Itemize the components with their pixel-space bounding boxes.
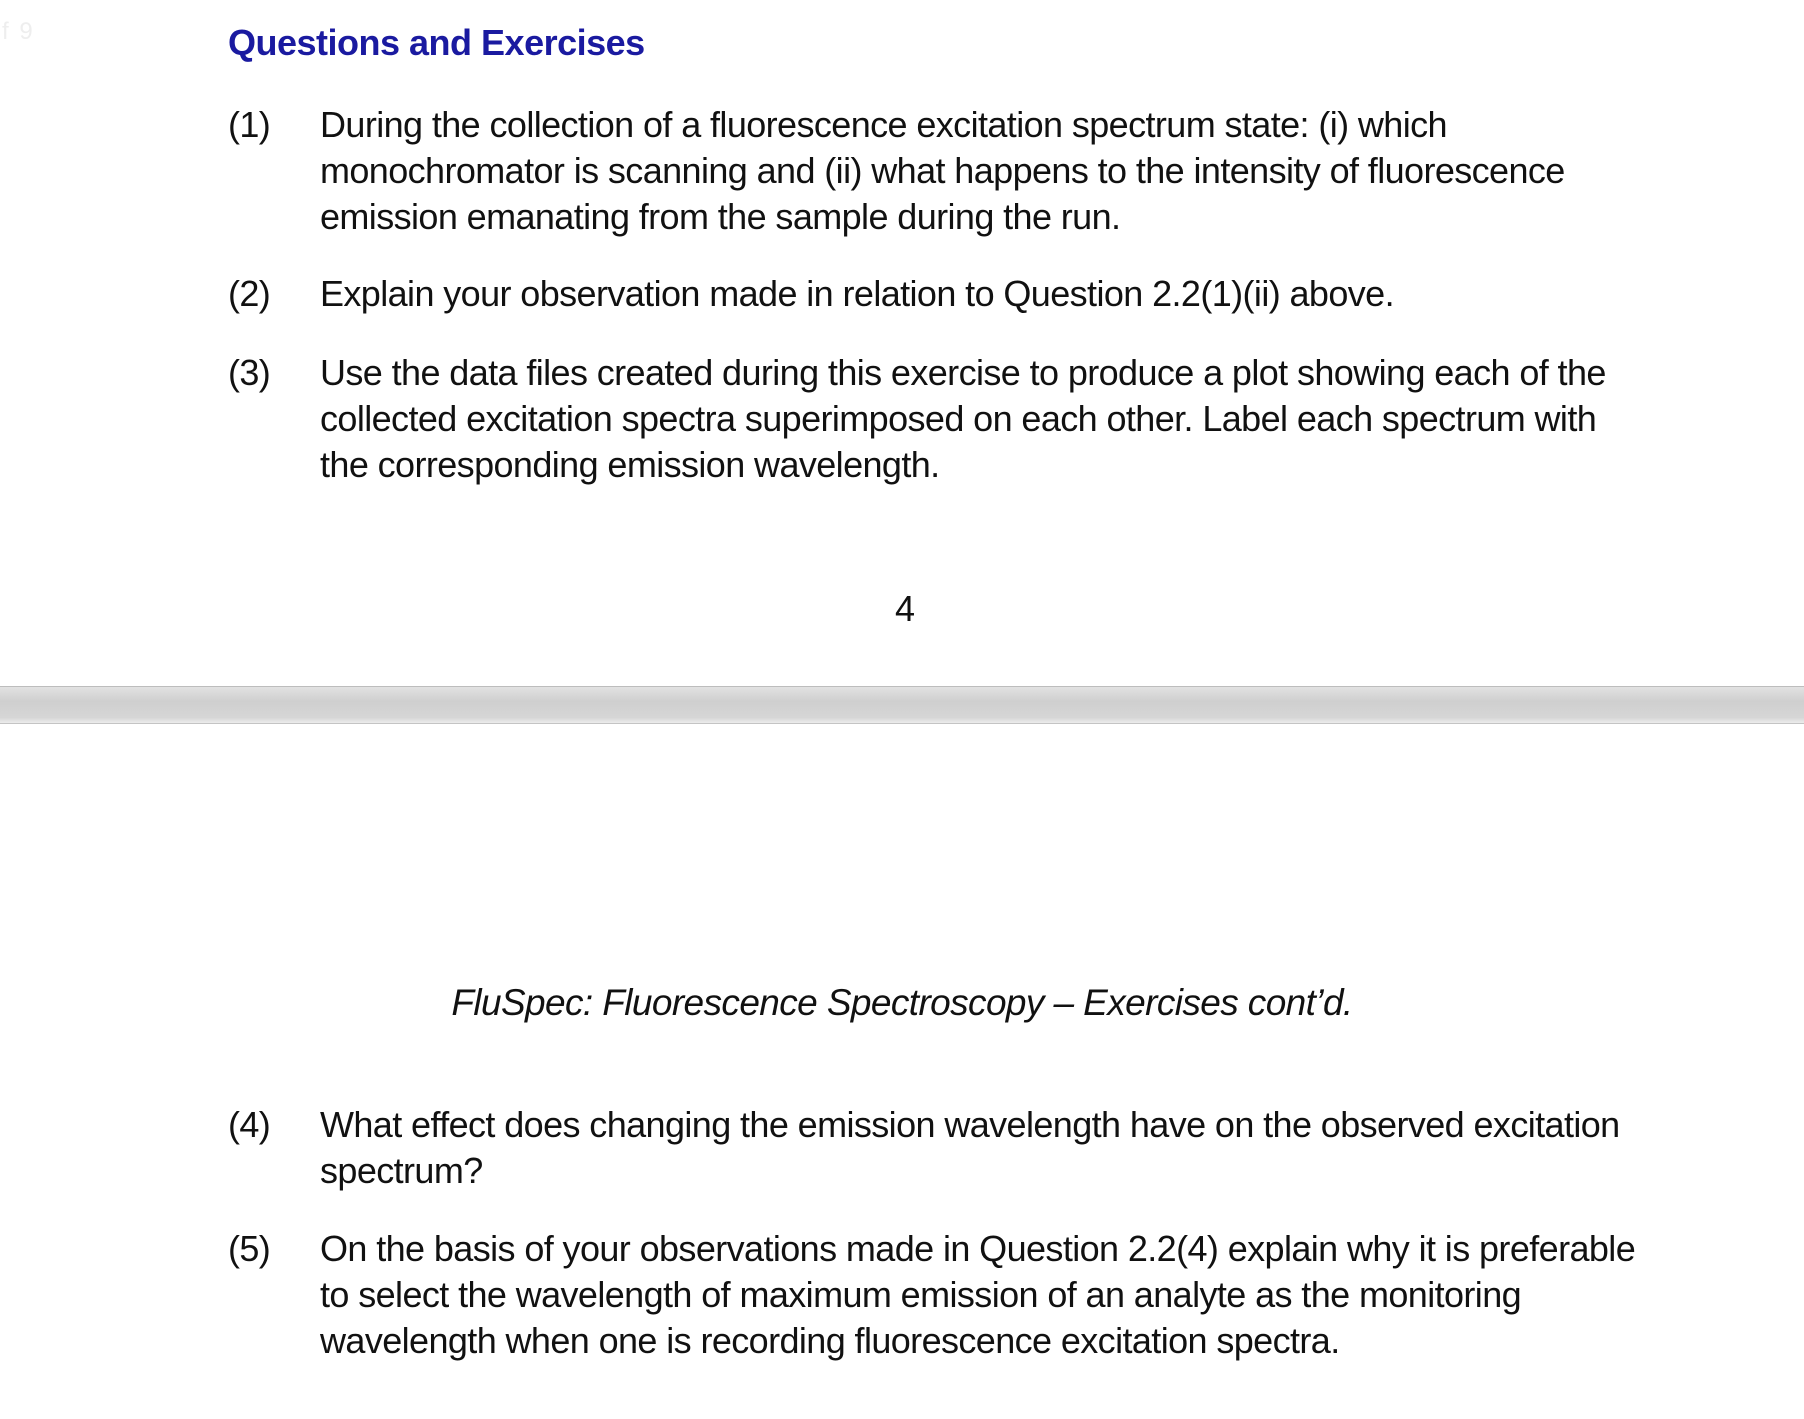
question-text: Use the data files created during this exercise to produce a plot showing each of the collected excitation spectra superimposed on each other. Label each spectrum with the corresponding emission wavelength. xyxy=(320,352,1606,485)
corner-page-mark: f 9 xyxy=(2,18,35,45)
section-title: Questions and Exercises xyxy=(228,22,645,63)
page-number: 4 xyxy=(894,588,916,629)
question-number: (5) xyxy=(228,1228,271,1269)
question-text: During the collection of a fluorescence excitation spectrum state: (i) which monochromator is scanning and (ii) what happens to the intensity of fluorescence emission emanating from the sample during the run. xyxy=(320,104,1565,237)
question-number: (4) xyxy=(228,1104,271,1145)
question-4 xyxy=(228,1102,1648,1194)
question-3 xyxy=(228,350,1648,488)
document-page-top xyxy=(0,0,1804,686)
question-text: What effect does changing the emission wavelength have on the observed excitation spectrum? xyxy=(320,1104,1620,1191)
question-2 xyxy=(228,271,1648,317)
question-number: (1) xyxy=(228,104,271,145)
question-text: On the basis of your observations made in Question 2.2(4) explain why it is preferable to select the wavelength of maximum emission of an analyte as the monitoring wavelength when one is recording fluorescence excitation spectra. xyxy=(320,1228,1636,1361)
question-5 xyxy=(228,1226,1648,1364)
question-text: Explain your observation made in relation to Question 2.2(1)(ii) above. xyxy=(320,273,1394,314)
question-number: (2) xyxy=(228,273,271,314)
page-subheading: FluSpec: Fluorescence Spectroscopy – Exercises cont’d. xyxy=(451,982,1353,1023)
question-number: (3) xyxy=(228,352,271,393)
question-1 xyxy=(228,102,1648,240)
page-separator xyxy=(0,686,1804,724)
